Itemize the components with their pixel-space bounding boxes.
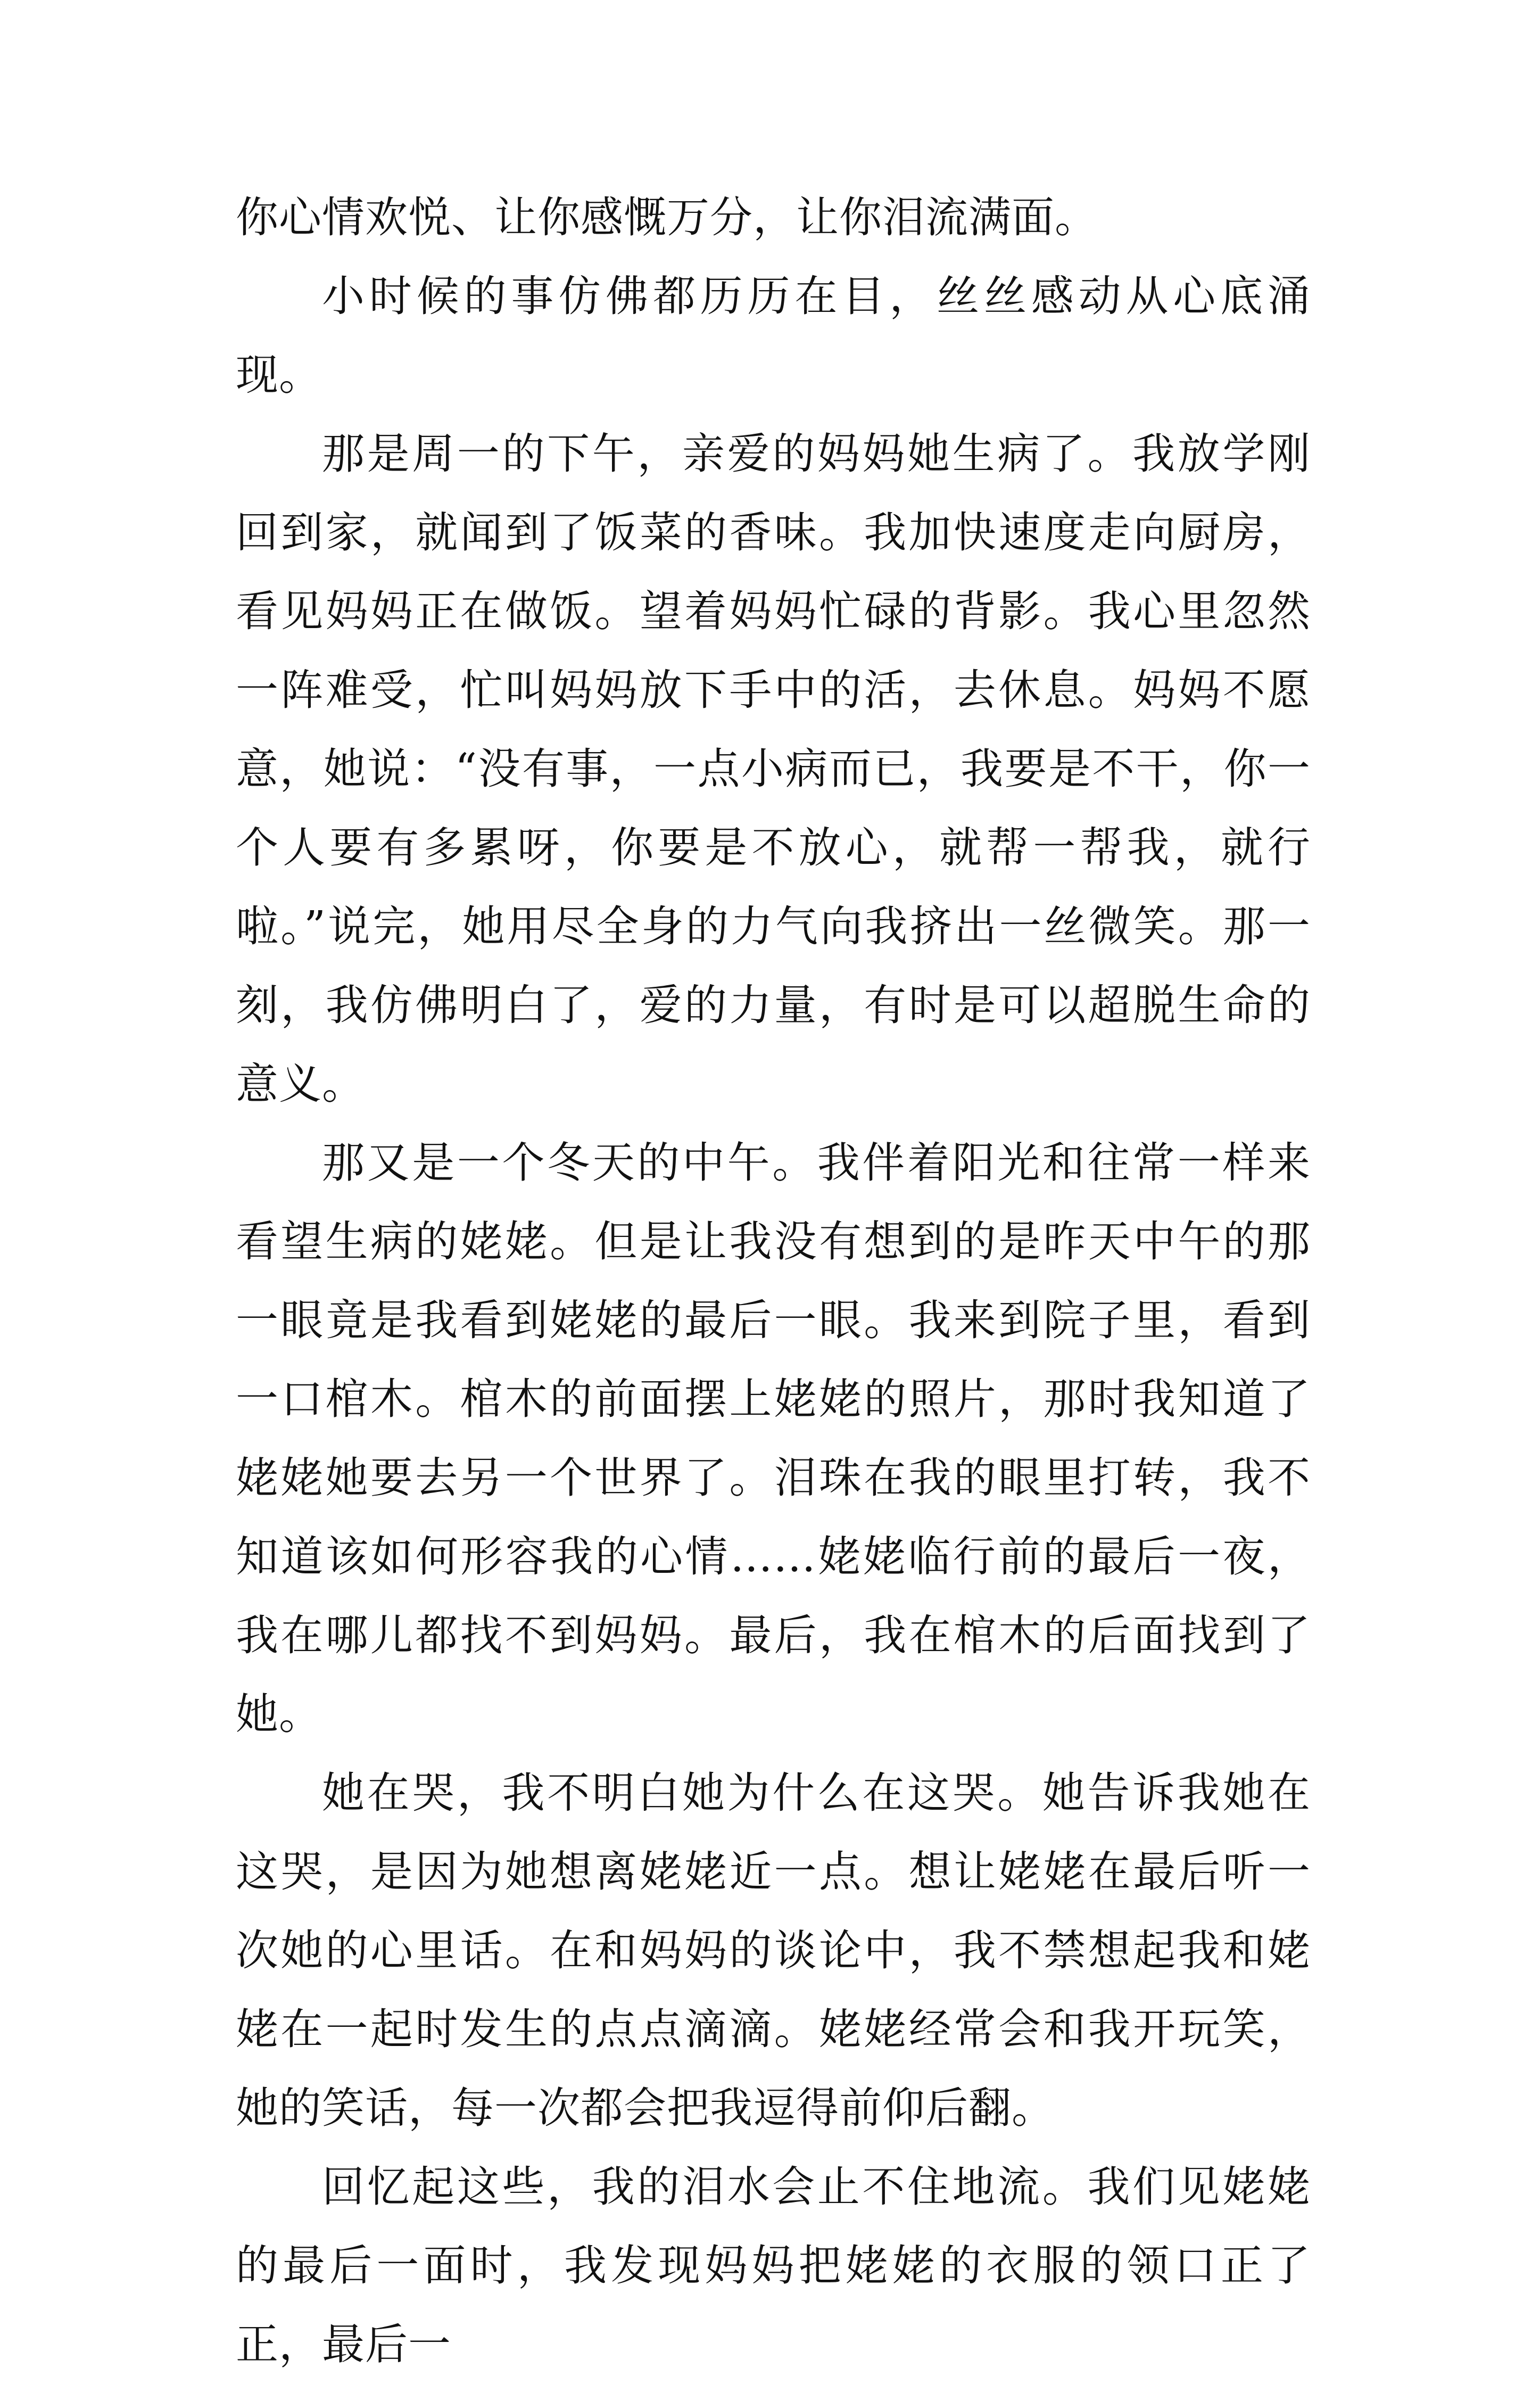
paragraph-5: 她在哭，我不明白她为什么在这哭。她告诉我她在这哭，是因为她想离姥姥近一点。想让姥姥在最后听一次她的心里话。在和妈妈的谈论中，我不禁想起我和姥姥在一起时发生的点点滴滴。姥姥经常会和我开玩笑，她的笑话，每一次都会把我逗得前仰后翻。 — [236, 1768, 1311, 2133]
document-body — [236, 178, 1311, 2384]
paragraph-1: 你心情欢悦、让你感慨万分，让你泪流满面。 — [236, 193, 1098, 242]
paragraph-3: 那是周一的下午，亲爱的妈妈她生病了。我放学刚回到家，就闻到了饭菜的香味。我加快速度走向厨房，看见妈妈正在做饭。望着妈妈忙碌的背影。我心里忽然一阵难受，忙叫妈妈放下手中的活，去休息。妈妈不愿意，她说：“没有事，一点小病而已，我要是不干，你一个人要有多累呀，你要是不放心，就帮一帮我，就行啦。”说完，她用尽全身的力气向我挤出一丝微笑。那一刻，我仿佛明白了，爱的力量，有时是可以超脱生命的意义。 — [236, 429, 1311, 1109]
paragraph-2: 小时候的事仿佛都历历在目，丝丝感动从心底涌现。 — [236, 271, 1311, 400]
paragraph-4: 那又是一个冬天的中午。我伴着阳光和往常一样来看望生病的姥姥。但是让我没有想到的是昨天中午的那一眼竟是我看到姥姥的最后一眼。我来到院子里，看到一口棺木。棺木的前面摆上姥姥的照片，那时我知道了姥姥她要去另一个世界了。泪珠在我的眼里打转，我不知道该如何形容我的心情……姥姥临行前的最后一夜，我在哪儿都找不到妈妈。最后，我在棺木的后面找到了她。 — [236, 1138, 1311, 1739]
paragraph-6: 回忆起这些，我的泪水会止不住地流。我们见姥姥的最后一面时，我发现妈妈把姥姥的衣服的领口正了正，最后一 — [236, 2162, 1311, 2369]
